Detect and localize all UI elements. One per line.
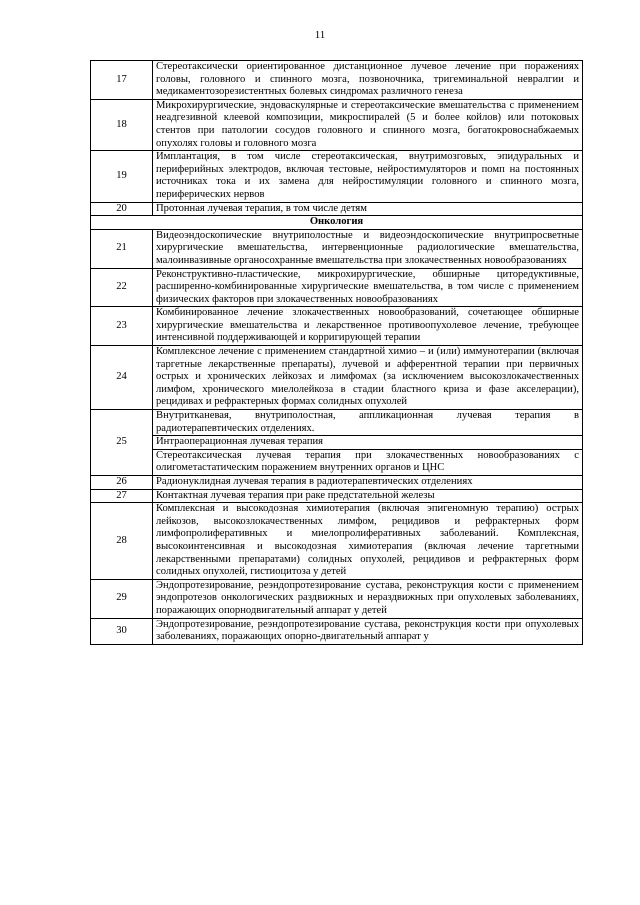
page-number: 11: [314, 29, 326, 41]
table-row: [91, 202, 583, 216]
table-row: [91, 307, 583, 346]
table-row: [91, 476, 583, 490]
row-number: 27: [91, 489, 153, 503]
row-25-group: [91, 410, 583, 476]
section-row: [91, 216, 583, 230]
row-text: Имплантация, в том числе стереотаксическая, внутримозговых, эпидуральных и периферийных электродов, включая тестовые, нейростимуляторов и помп на постоянных источниках тока и их замена для нейростимуляции головного и спинного мозга, периферических нервов: [153, 151, 583, 202]
row-number: 28: [91, 503, 153, 580]
table-row: [91, 229, 583, 268]
row-text: Комбинированное лечение злокачественных новообразований, сочетающее обширные хирургические вмешательства и лекарственное противоопухолевое лечение, требующее интенсивной поддерживающей и корригирующей терапии: [153, 307, 583, 346]
row-number: 18: [91, 99, 153, 150]
rows-a: [91, 61, 583, 216]
row-number: 25: [91, 410, 153, 476]
table-row: [91, 503, 583, 580]
row-number: 29: [91, 579, 153, 618]
row-subline: Интраоперационная лучевая терапия: [153, 435, 582, 449]
row-number: 23: [91, 307, 153, 346]
row-number: 26: [91, 476, 153, 490]
row-text: Микрохирургические, эндоваскулярные и стереотаксические вмешательства с применением неадгезивной клеевой композиции, микроспиралей (5 и более койлов) или потоковых стентов при патологии сосудов головного и спинного мозга, богатокровоснабжаемых опухолях головы и головного мозга: [153, 99, 583, 150]
section-header: [91, 216, 583, 230]
procedures-table: [90, 60, 583, 645]
table-row: [91, 99, 583, 150]
section-title: Онкология: [91, 216, 583, 230]
rows-b: [91, 229, 583, 409]
table-row: [91, 61, 583, 100]
row-text: Стереотаксически ориентированное дистанционное лучевое лечение при поражениях головы, головного и спинного мозга, позвоночника, тригеминальной невралгии и медикаментозорезистентных болевых синдромах различного генеза: [153, 61, 583, 100]
row-text: Радионуклидная лучевая терапия в радиотерапевтических отделениях: [153, 476, 583, 490]
row-number: 17: [91, 61, 153, 100]
row-text: Видеоэндоскопические внутриполостные и видеоэндоскопические внутрипросветные хирургические вмешательства, интервенционные радиологические вмешательства, малоинвазивные органосохранные вмешательства при злокачественных новообразованиях: [153, 229, 583, 268]
row-number: 19: [91, 151, 153, 202]
row-text: Реконструктивно-пластические, микрохирургические, обширные циторедуктивные, расширенно-комбинированные хирургические вмешательства, в том числе с применением физических факторов при злокачественных новообразованиях: [153, 268, 583, 307]
row-text: Эндопротезирование, реэндопротезирование сустава, реконструкция кости с применением эндопротезов онкологических раздвижных и нераздвижных при опухолевых заболеваниях, поражающих опорнодвигательный аппарат у детей: [153, 579, 583, 618]
table-row: [91, 489, 583, 503]
table-row: [91, 618, 583, 644]
table-row: [91, 410, 583, 476]
row-number: 22: [91, 268, 153, 307]
row-text: Комплексная и высокодозная химиотерапия (включая эпигеномную терапию) острых лейкозов, высокозлокачественных лимфом, рецидивов и рефрактерных форм лимфопролиферативных и миелопролиферативных заболеваний. Комплексная, высокоинтенсивная и высокодозная химиотерапия (включая лечение таргетными лекарственными препаратами) солидных опухолей, рецидивов и рефрактерных форм солидных опухолей, гистиоцитоза у детей: [153, 503, 583, 580]
row-text-multi: [153, 410, 583, 476]
row-text: Комплексное лечение с применением стандартной химио – и (или) иммунотерапии (включая таргетные лекарственные препараты), лучевой и афферентной терапии при первичных острых и хронических лейкозах и лимфомах (за исключением высокозлокачественных лимфом, хронического миелолейкоза в стадии бластного криза и фазе акселерации), рецидивах и рефрактерных формах солидных опухолей: [153, 346, 583, 410]
row-text: Протонная лучевая терапия, в том числе детям: [153, 202, 583, 216]
table-row: [91, 346, 583, 410]
table-row: [91, 151, 583, 202]
row-text: Эндопротезирование, реэндопротезирование сустава, реконструкция кости при опухолевых заболеваниях, поражающих опорно-двигательный аппарат у: [153, 618, 583, 644]
table-row: [91, 268, 583, 307]
row-subline: Стереотаксическая лучевая терапия при злокачественных новообразованиях с олигометастатическим поражением внутренних органов и ЦНС: [153, 449, 582, 475]
row-number: 24: [91, 346, 153, 410]
table-row: [91, 579, 583, 618]
row-number: 21: [91, 229, 153, 268]
row-subline: Внутритканевая, внутриполостная, аппликационная лучевая терапия в радиотерапевтических отделениях.: [156, 410, 579, 434]
row-number: 20: [91, 202, 153, 216]
rows-c: [91, 476, 583, 645]
row-text: Контактная лучевая терапия при раке предстательной железы: [153, 489, 583, 503]
row-number: 30: [91, 618, 153, 644]
